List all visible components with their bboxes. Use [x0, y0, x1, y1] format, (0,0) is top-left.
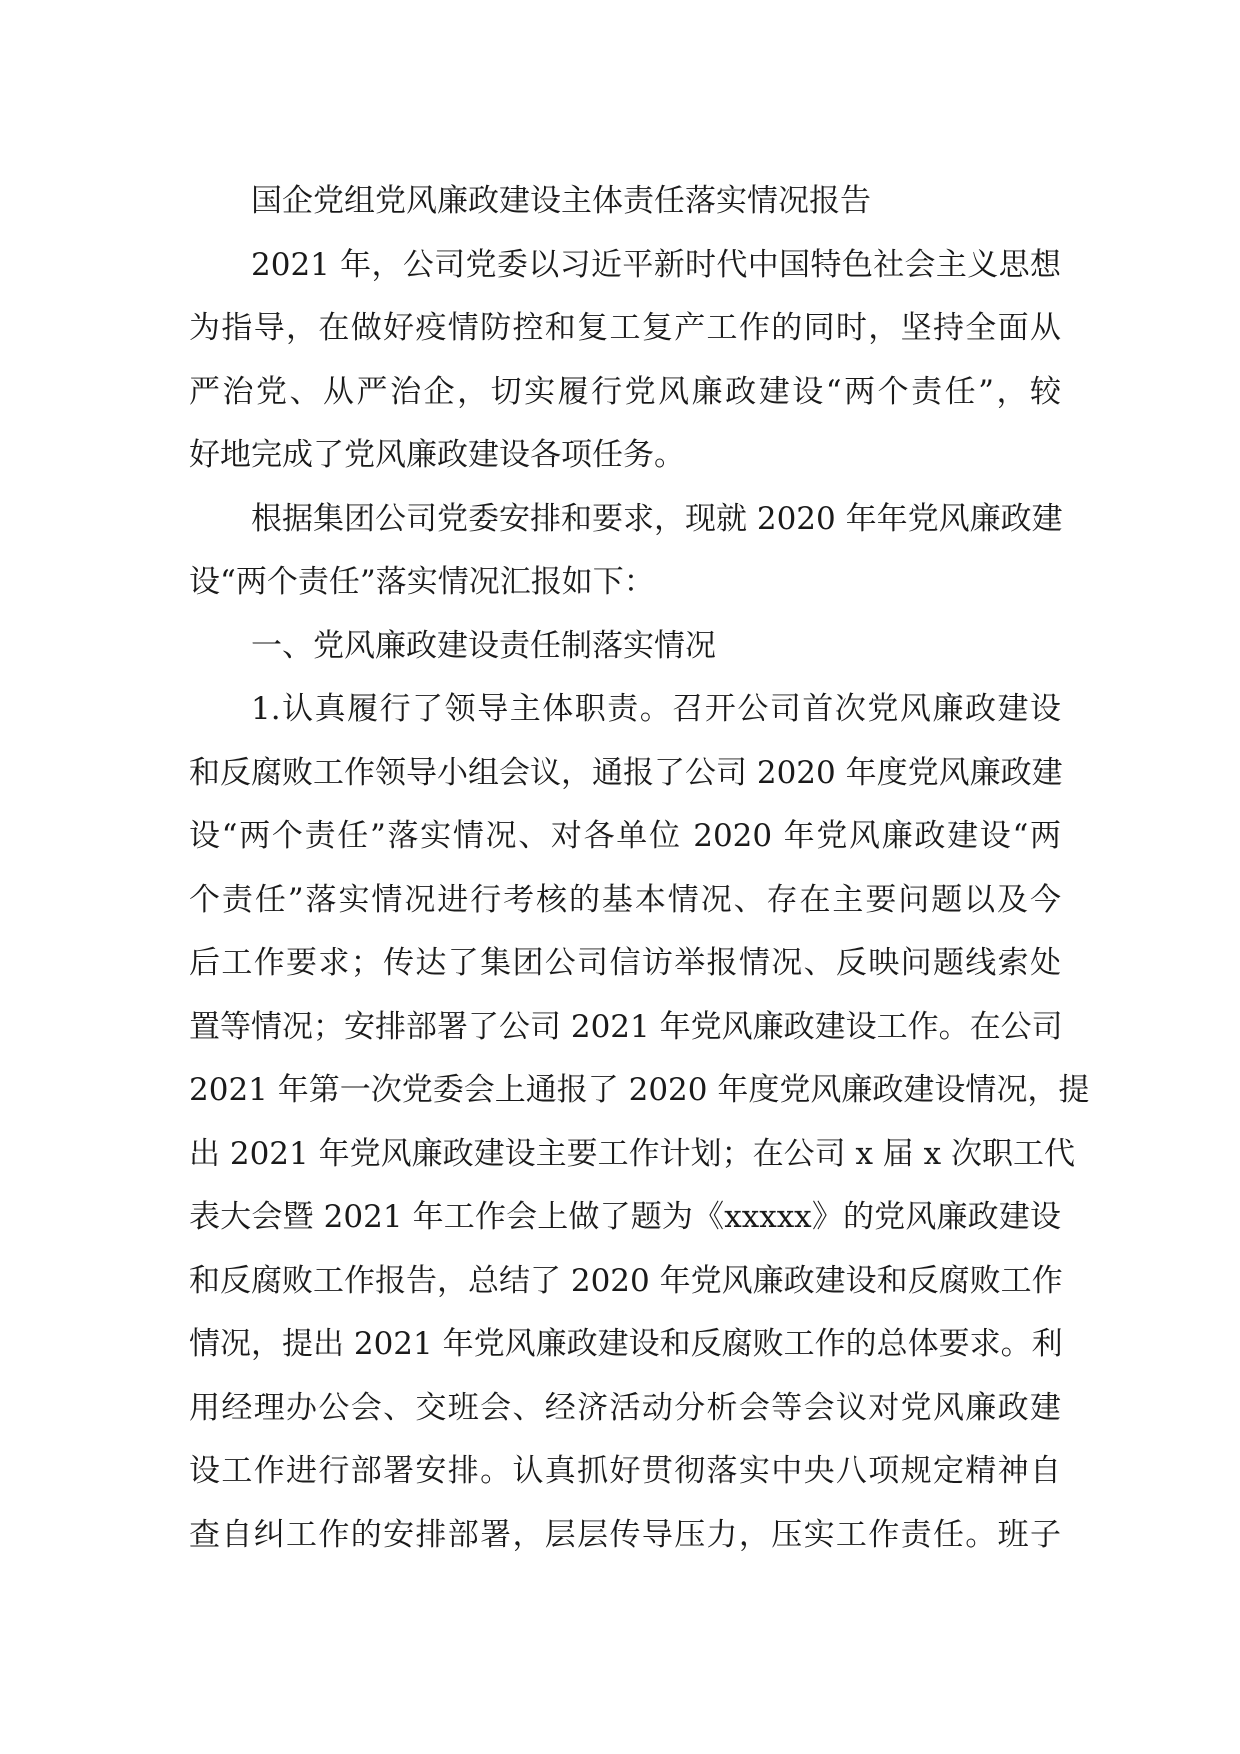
document-title: 国企党组党风廉政建设主体责任落实情况报告 [251, 183, 871, 219]
paragraph-line: 好地完成了党风廉政建设各项任务。 [189, 437, 685, 473]
paragraph-line: 严治党、从严治企，切实履行党风廉政建设“两个责任”，较 [189, 373, 1061, 410]
paragraph-line: 2021 年第一次党委会上通报了 2020 年度党风廉政建设情况，提 [189, 1072, 1090, 1108]
paragraph-line: 设“两个责任”落实情况汇报如下： [189, 564, 655, 600]
paragraph-line: 置等情况；安排部署了公司 2021 年党风廉政建设工作。在公司 [189, 1008, 1063, 1045]
paragraph-line: 根据集团公司党委安排和要求，现就 2020 年年党风廉政建 [251, 500, 1063, 537]
paragraph-line: 表大会暨 2021 年工作会上做了题为《xxxxx》的党风廉政建设 [189, 1199, 1061, 1235]
paragraph-line: 出 2021 年党风廉政建设主要工作计划；在公司 x 届 x 次职工代 [189, 1135, 1075, 1172]
document-body [189, 170, 1090, 1567]
paragraph-line: 设“两个责任”落实情况、对各单位 2020 年党风廉政建设“两 [189, 818, 1061, 854]
paragraph-line: 设工作进行部署安排。认真抓好贯彻落实中央八项规定精神自 [189, 1453, 1061, 1489]
paragraph-line: 2021 年，公司党委以习近平新时代中国特色社会主义思想 [251, 246, 1061, 283]
paragraph-line: 1.认真履行了领导主体职责。召开公司首次党风廉政建设 [251, 691, 1061, 727]
paragraph-line: 用经理办公会、交班会、经济活动分析会等会议对党风廉政建 [189, 1389, 1061, 1426]
paragraph-line: 和反腐败工作领导小组会议，通报了公司 2020 年度党风廉政建 [189, 754, 1063, 791]
paragraph-item-1 [189, 678, 1090, 1567]
paragraph-line: 情况，提出 2021 年党风廉政建设和反腐败工作的总体要求。利 [189, 1326, 1063, 1362]
paragraph-line: 为指导，在做好疫情防控和复工复产工作的同时，坚持全面从 [189, 310, 1061, 346]
paragraph-intro [189, 234, 1061, 488]
section-heading-text: 一、党风廉政建设责任制落实情况 [251, 627, 716, 664]
section-heading [189, 615, 1061, 679]
paragraph-line: 个责任”落实情况进行考核的基本情况、存在主要问题以及今 [189, 881, 1061, 918]
paragraph-line: 后工作要求；传达了集团公司信访举报情况、反映问题线索处 [189, 945, 1061, 981]
paragraph-line: 查自纠工作的安排部署，层层传导压力，压实工作责任。班子 [189, 1516, 1061, 1553]
paragraph-basis [189, 488, 1061, 615]
paragraph-line: 和反腐败工作报告，总结了 2020 年党风廉政建设和反腐败工作 [189, 1262, 1063, 1299]
